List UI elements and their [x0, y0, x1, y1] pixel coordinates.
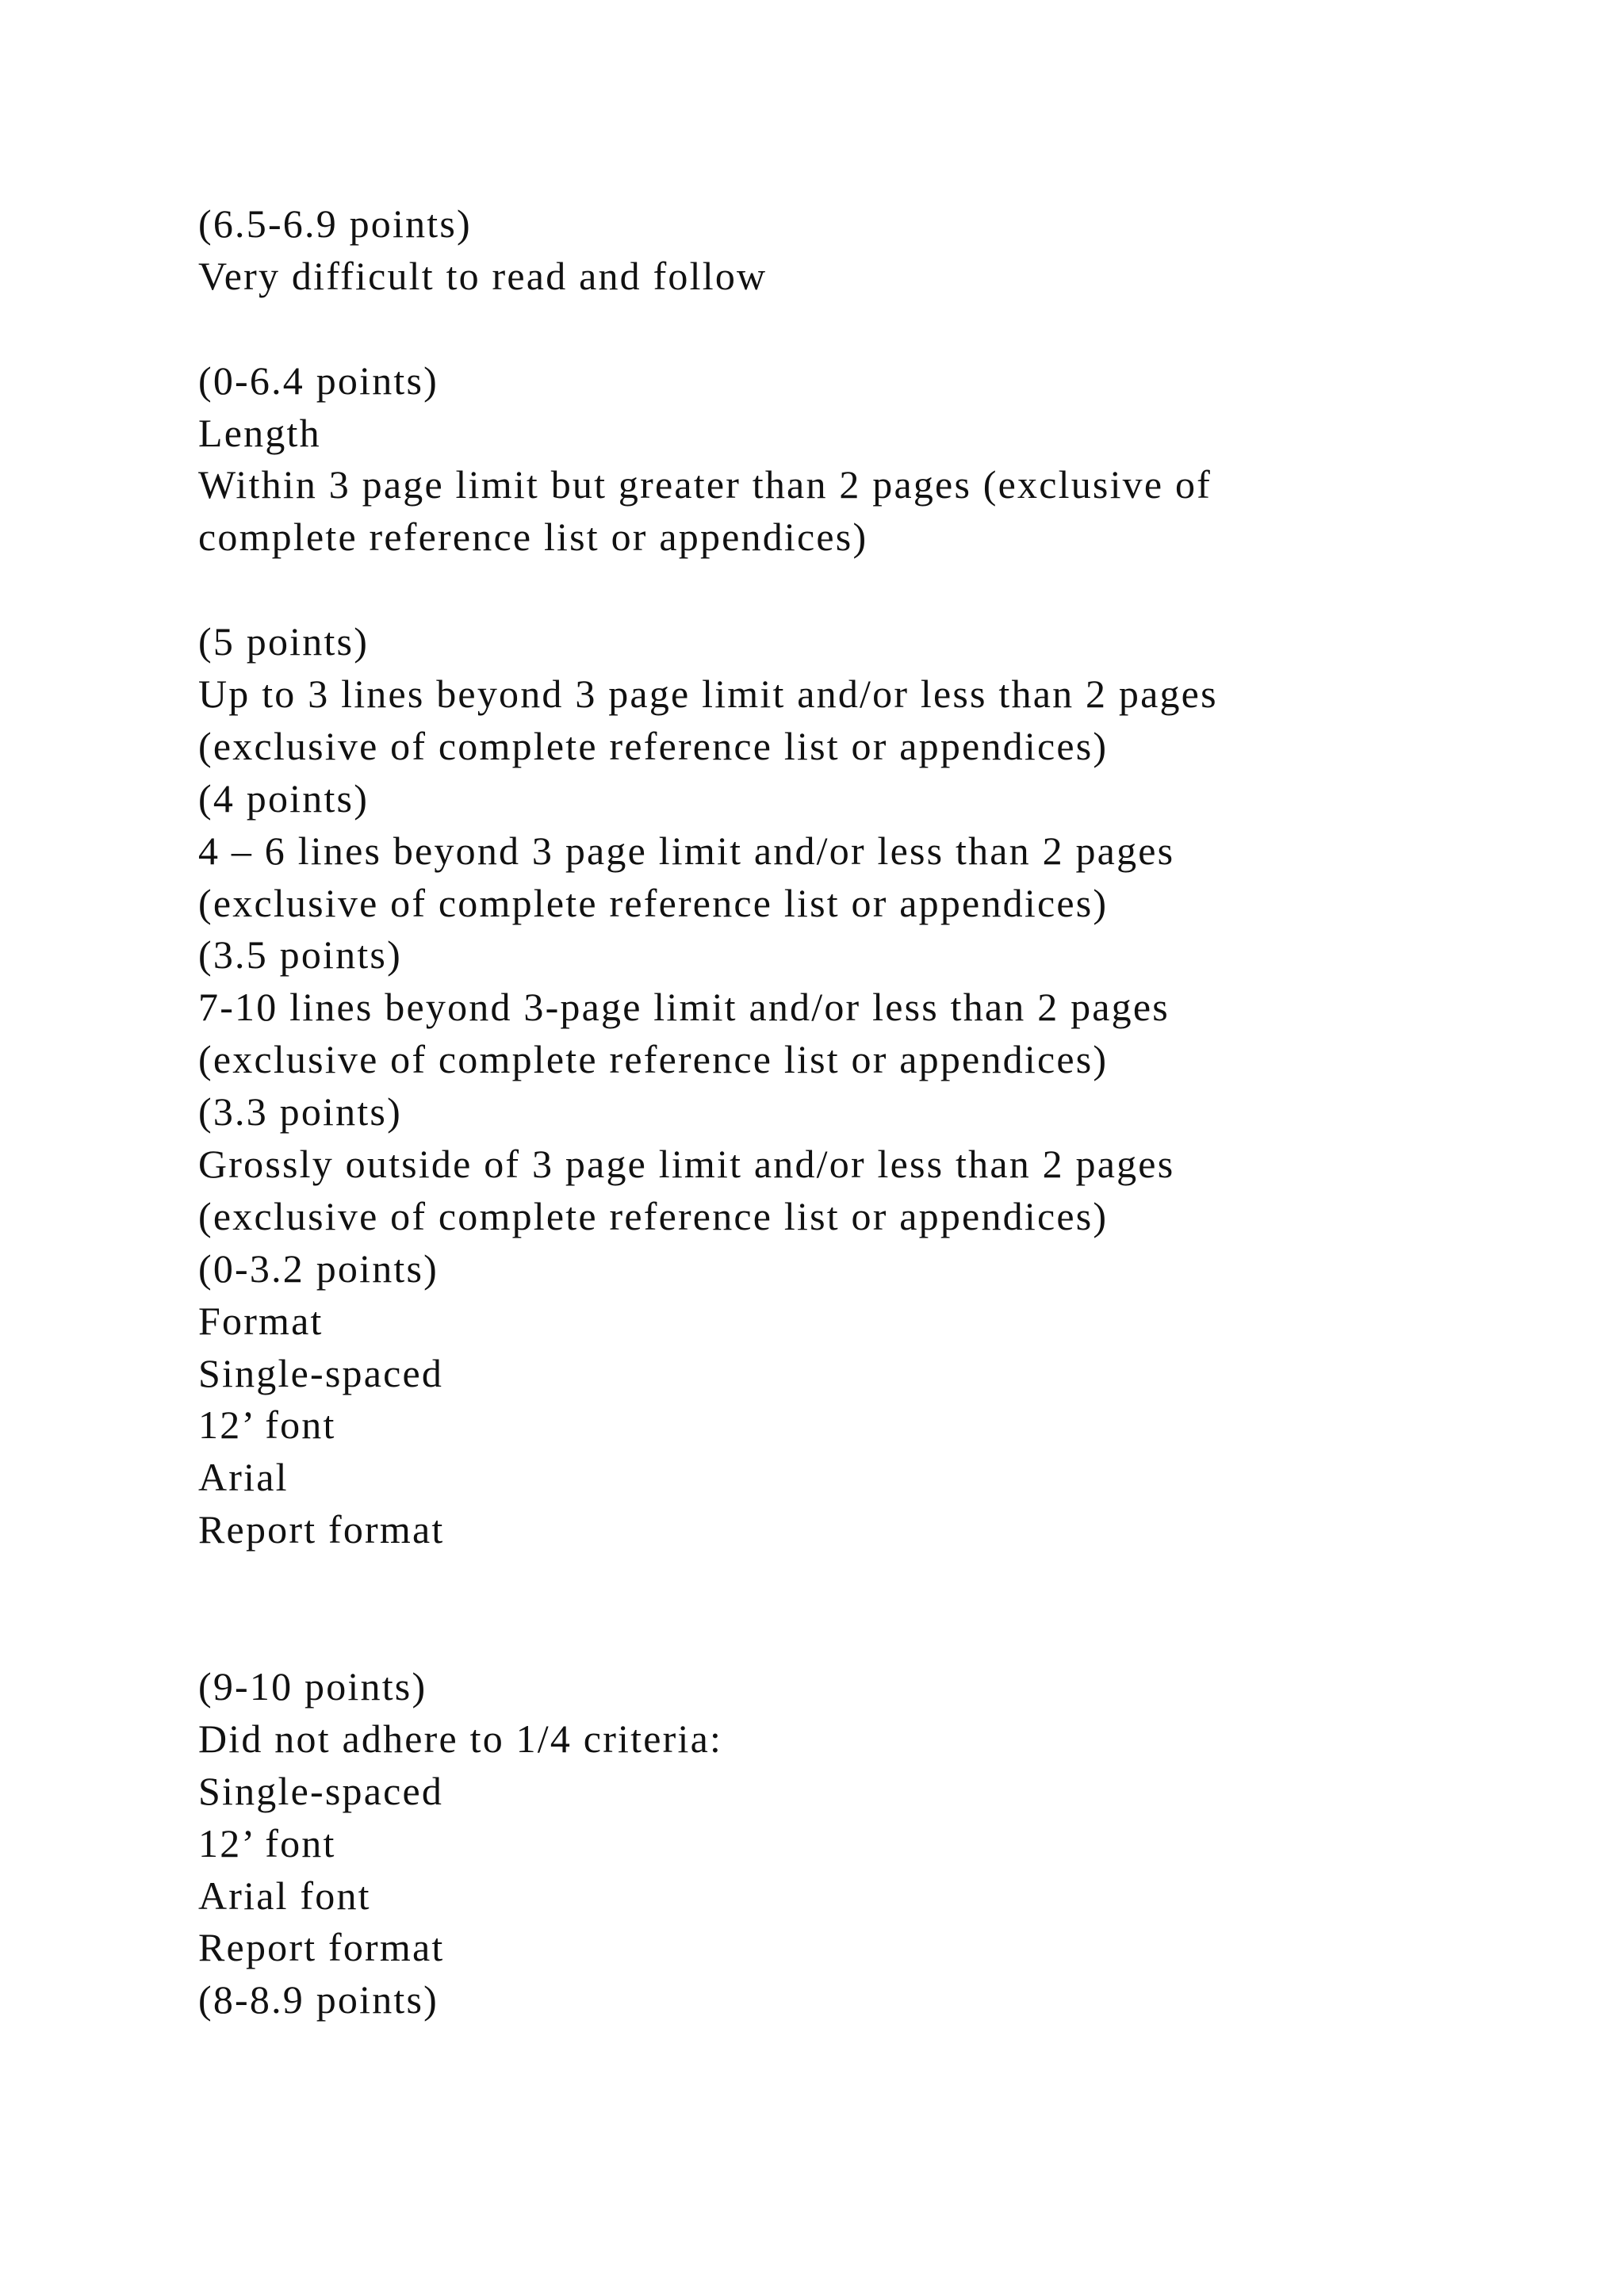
blank-line	[198, 303, 1507, 355]
text-line: (4 points)	[198, 775, 370, 821]
text-line: (exclusive of complete reference list or appendices)	[198, 1193, 1109, 1238]
text-line: Arial	[198, 1455, 289, 1500]
text-line: Within 3 page limit but greater than 2 pages (exclusive of	[198, 462, 1212, 507]
text-line: (6.5-6.9 points)	[198, 201, 472, 246]
text-line: 12’ font	[198, 1402, 336, 1448]
text-line: Report format	[198, 1507, 445, 1552]
text-line: (3.3 points)	[198, 1089, 402, 1135]
text-line: (exclusive of complete reference list or appendices)	[198, 1037, 1109, 1082]
text-line: 4 – 6 lines beyond 3 page limit and/or less than 2 pages	[198, 828, 1175, 873]
text-line: Grossly outside of 3 page limit and/or less than 2 pages	[198, 1142, 1175, 1187]
text-line: (3.5 points)	[198, 932, 402, 978]
text-line: Single-spaced	[198, 1768, 444, 1813]
text-line: Up to 3 lines beyond 3 page limit and/or less than 2 pages	[198, 672, 1218, 717]
text-line: (5 points)	[198, 619, 370, 664]
text-line: (exclusive of complete reference list or appendices)	[198, 880, 1109, 925]
text-line: Very difficult to read and follow	[198, 253, 768, 298]
document-body	[198, 198, 1507, 2026]
blank-line	[198, 1556, 1507, 1609]
text-line: Length	[198, 410, 321, 455]
blank-line	[198, 1609, 1507, 1661]
text-line: 7-10 lines beyond 3-page limit and/or less than 2 pages	[198, 985, 1170, 1030]
text-line: (8-8.9 points)	[198, 1977, 439, 2022]
text-line: Report format	[198, 1925, 445, 1970]
text-line: 12’ font	[198, 1820, 336, 1866]
text-line: (9-10 points)	[198, 1663, 427, 1709]
text-line: (exclusive of complete reference list or appendices)	[198, 723, 1109, 768]
text-line: Arial font	[198, 1873, 371, 1918]
text-line: Single-spaced	[198, 1350, 444, 1395]
text-line: Format	[198, 1298, 324, 1343]
blank-line	[198, 564, 1507, 616]
text-line: Did not adhere to 1/4 criteria:	[198, 1716, 723, 1761]
text-line: (0-3.2 points)	[198, 1246, 439, 1291]
text-line: complete reference list or appendices)	[198, 515, 868, 560]
text-line: (0-6.4 points)	[198, 358, 439, 403]
